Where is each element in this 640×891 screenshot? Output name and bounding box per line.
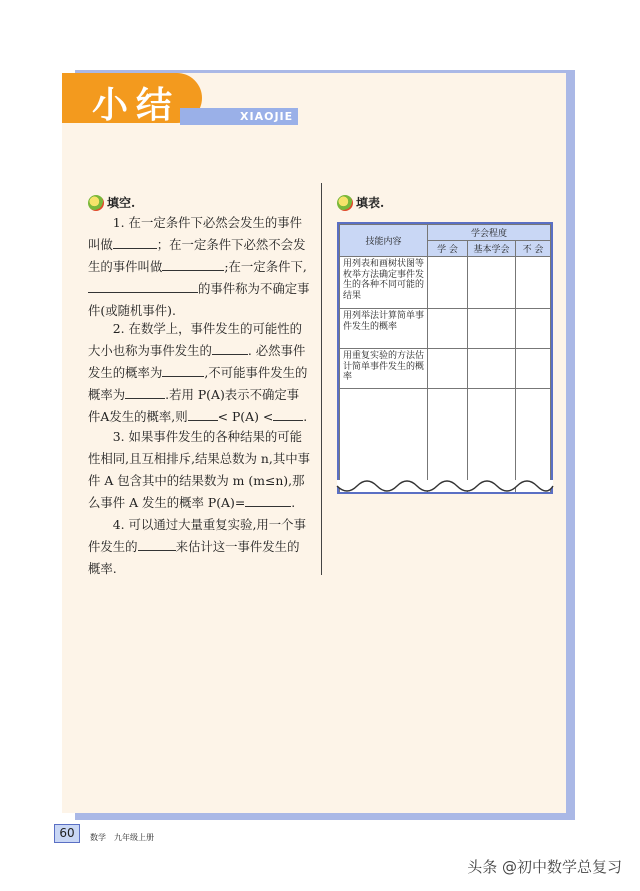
cell[interactable] (468, 309, 516, 349)
q2-blank-2[interactable] (162, 363, 204, 377)
q2-text-b: . 必然事件发生的概率为 (88, 343, 306, 380)
header-not: 不 会 (516, 241, 551, 257)
q1-blank-1[interactable] (113, 235, 157, 249)
cell[interactable] (468, 257, 516, 309)
skill-row-1: 用列表和画树状图等枚举方法确定事件发生的各种不同可能的结果 (340, 257, 428, 309)
cell[interactable] (516, 309, 551, 349)
q2-blank-3[interactable] (125, 385, 165, 399)
question-3 (88, 426, 310, 514)
cell[interactable] (428, 349, 468, 389)
q1-text-a: 1. 在一定条件下必然会发生的事件叫做 (88, 215, 303, 252)
cell[interactable] (428, 309, 468, 349)
skill-table (337, 222, 553, 494)
cell[interactable] (468, 349, 516, 389)
cell[interactable] (428, 389, 468, 495)
fill-blank-heading-text: 填空. (107, 196, 136, 210)
skill-row-3: 用重复实验的方法估计简单事件发生的概率 (340, 349, 428, 389)
page-subtitle: XIAOJIE (240, 110, 294, 123)
watermark: 头条 @初中数学总复习 (467, 858, 622, 876)
q1-blank-3[interactable] (88, 279, 198, 293)
q2-blank-1[interactable] (212, 341, 248, 355)
section-icon (88, 195, 104, 211)
header-level: 学会程度 (428, 225, 551, 241)
skill-row-4 (340, 389, 428, 495)
q2-blank-5[interactable] (273, 407, 303, 421)
section-icon (337, 195, 353, 211)
q2-text-c: ,不可能事件发生的概率为 (88, 365, 308, 402)
question-2 (88, 318, 310, 428)
question-1 (88, 212, 310, 322)
fill-table-heading (337, 194, 384, 211)
cell[interactable] (468, 389, 516, 495)
q1-text-b: ；在一定条件下必然不会发生的事件叫做 (88, 237, 306, 274)
cell[interactable] (516, 349, 551, 389)
q2-text-a: 2. 在数学上，事件发生的可能性的大小也称为事件发生的 (88, 321, 303, 358)
cell[interactable] (428, 257, 468, 309)
q2-text-e: < P(A) < (217, 409, 274, 424)
header-basic: 基本学会 (468, 241, 516, 257)
question-4 (88, 514, 310, 580)
q3-text-a: 3. 如果事件发生的各种结果的可能性相同,且互相排斥,结果总数为 n,其中事件 A 包含其中的结果数为 m (m≤n),那么事件 A 发生的概率 P(A)= (88, 429, 310, 510)
fill-table-heading-text: 填表. (356, 196, 385, 210)
q4-blank-1[interactable] (138, 537, 176, 551)
q4-text-a: 4. 可以通过大量重复实验,用一个事件发生的 (88, 517, 306, 554)
torn-edge (335, 480, 555, 502)
fill-blank-heading (88, 194, 135, 211)
cell[interactable] (516, 257, 551, 309)
skill-row-2: 用列举法计算简单事件发生的概率 (340, 309, 428, 349)
q2-text-f: . (303, 409, 308, 424)
page-number: 60 (54, 824, 80, 843)
q3-blank-1[interactable] (245, 493, 291, 507)
header-skill: 技能内容 (340, 225, 428, 257)
header-learned: 学 会 (428, 241, 468, 257)
q1-text-d: 的事件称为不确定事件(或随机事件). (88, 281, 310, 318)
book-title: 数学 九年级上册 (90, 833, 154, 842)
q3-text-b: . (291, 495, 296, 510)
q1-text-c: ;在一定条件下, (224, 259, 307, 274)
page-title: 小结 (92, 85, 181, 126)
q4-text-b: 来估计这一事件发生的概率. (88, 539, 300, 576)
cell[interactable] (516, 389, 551, 495)
column-divider (321, 183, 322, 575)
q2-text-d: .若用 P(A)表示不确定事件A发生的概率,则 (88, 387, 300, 424)
q2-blank-4[interactable] (188, 407, 218, 421)
q1-blank-2[interactable] (162, 257, 224, 271)
